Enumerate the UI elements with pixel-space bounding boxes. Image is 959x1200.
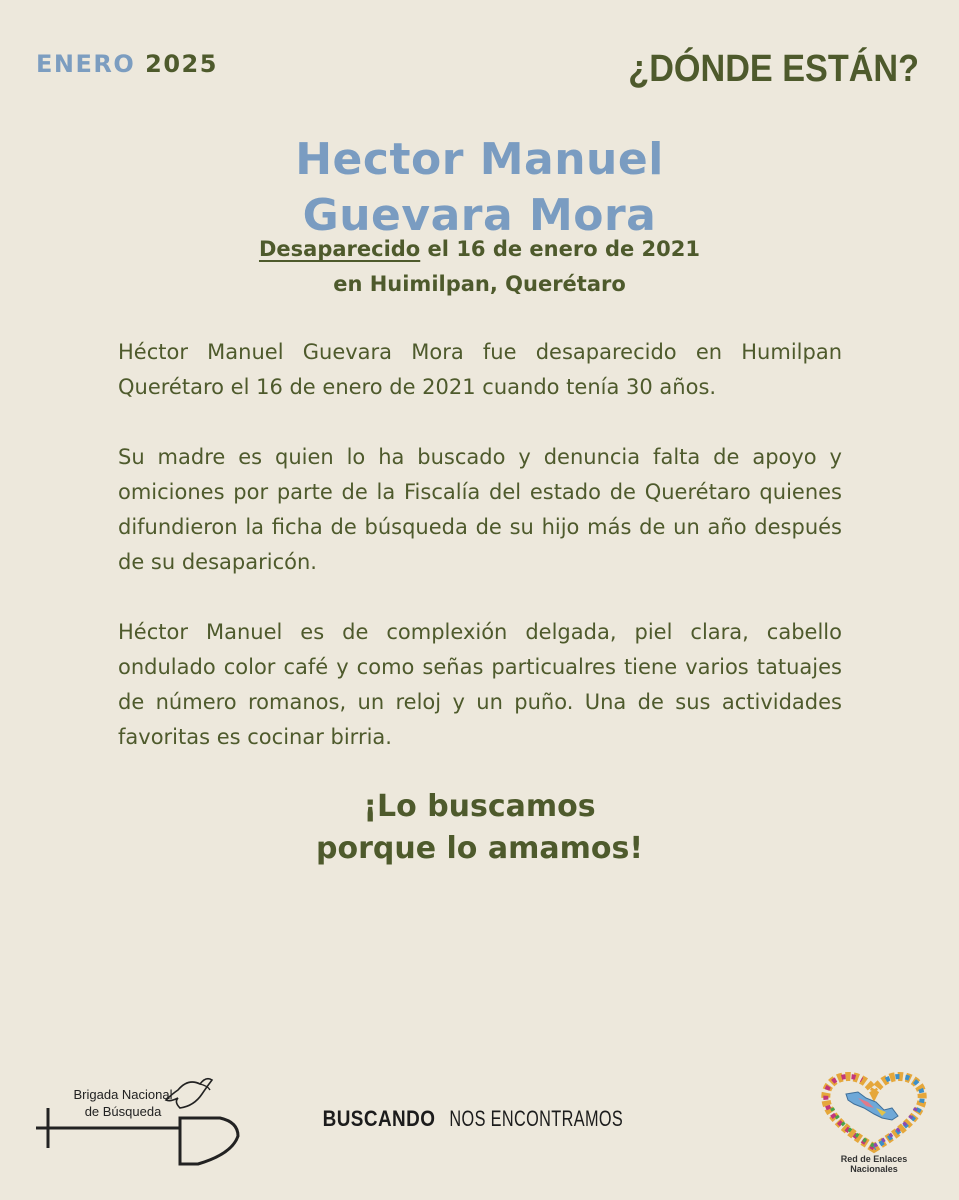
paragraph-disappearance: Héctor Manuel Guevara Mora fue desaparecido en Humilpan Querétaro el 16 de enero de 2021 cuando tenía 30 años.: [118, 340, 842, 399]
footer-slogan-bold: BUSCANDO: [322, 1106, 435, 1131]
description: [118, 335, 842, 755]
brigada-name-line1: Brigada Nacional: [73, 1087, 173, 1102]
footer-slogan: [0, 1106, 959, 1132]
footer-slogan-rest: NOS ENCONTRAMOS: [449, 1106, 623, 1131]
where-are-they-title: ¿DÓNDE ESTÁN?: [628, 48, 919, 90]
status-word: Desaparecido: [258, 237, 421, 261]
paragraph-description: Héctor Manuel es de complexión delgada, piel clara, cabello ondulado color café y como señas particualres tiene varios tatuajes de número romanos, un reloj y un puño. Una de sus actividades favoritas es cocinar birria.: [118, 620, 842, 749]
slogan-line2: porque lo amamos!: [316, 831, 643, 866]
slogan: [0, 786, 959, 870]
red-enlaces-logo: [818, 1068, 930, 1174]
paragraph-mother: Su madre es quien lo ha buscado y denuncia falta de apoyo y omiciones por parte de la Fiscalía del estado de Querétaro quienes difundieron la ficha de búsqueda de su hijo más de un año después de su desaparicón.: [118, 445, 842, 574]
person-name-line1: Hector Manuel: [295, 134, 664, 185]
disappearance-location: en Huimilpan, Querétaro: [333, 272, 626, 296]
date-tag: [36, 50, 218, 78]
person-name: [0, 132, 959, 244]
disappearance-info: [0, 232, 959, 302]
slogan-line1: ¡Lo buscamos: [363, 789, 596, 824]
brigada-name-line2: de Búsqueda: [84, 1104, 162, 1119]
disappearance-date: el 16 de enero de 2021: [420, 237, 700, 261]
month-label: ENERO: [36, 50, 136, 78]
red-enlaces-name: Red de Enlaces Nacionales: [840, 1154, 908, 1174]
disappearance-date-line: [0, 232, 959, 267]
heart-people-icon: [818, 1068, 930, 1154]
person-name-line2: Guevara Mora: [302, 190, 657, 241]
year-label: 2025: [145, 50, 218, 78]
